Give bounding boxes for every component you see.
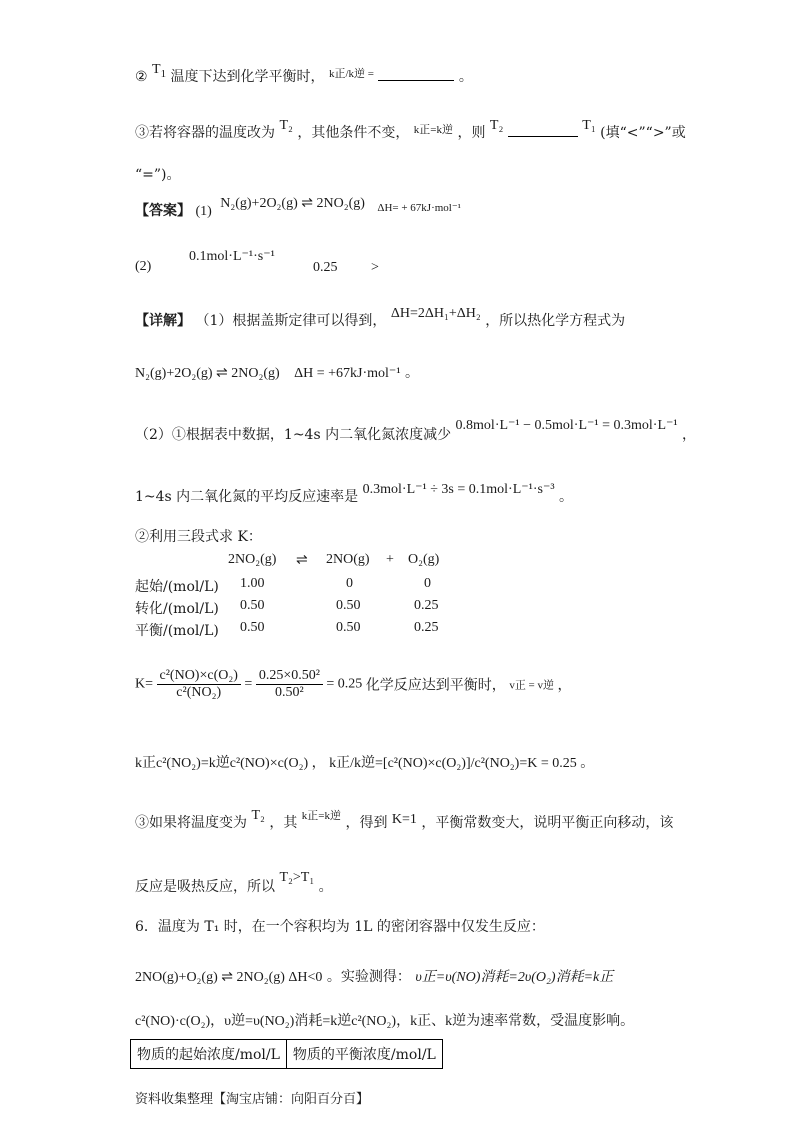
answer-equation: N₂(g)+2O₂(g) ⇌ 2NO₂(g) [220, 196, 365, 211]
row-equilibrium-label: 平衡/(mol/L) [135, 623, 219, 639]
thermo-equation: N₂(g)+2O₂(g) ⇌ 2NO₂(g) [135, 366, 280, 381]
answer-enthalpy: ΔH= + 67kJ·mol⁻¹ [377, 202, 461, 214]
answer-blank-2[interactable] [508, 136, 578, 137]
comma-keq: ， [311, 756, 326, 771]
q6-reaction: 2NO(g)+O₂(g) ⇌ 2NO₂(g) ΔH<0 [135, 970, 323, 985]
detail-line6a: ③如果将温度变为 [135, 815, 247, 831]
answer-rate: 0.1mol·L⁻¹·s⁻¹ [189, 249, 275, 264]
row-initial-a: 1.00 [240, 576, 265, 591]
k-fraction-1 [157, 668, 241, 701]
header-o2: O₂(g) [408, 552, 440, 567]
detail-line-1 [135, 306, 626, 330]
row-change-a: 0.50 [240, 598, 265, 613]
answer-line-1 [135, 196, 461, 220]
period: 。 [458, 69, 473, 85]
hess-equation: ΔH=2ΔH₁+ΔH₂ [390, 306, 481, 321]
q3-part3-mid: ，其他条件不变， [297, 125, 410, 141]
t1-letter: T [152, 62, 161, 77]
detail-label: 【详解】 [135, 313, 191, 329]
k-lhs: K= [135, 676, 154, 692]
k-relation-a: k正c²(NO₂)=k逆c²(NO)×c(O₂) [135, 756, 309, 771]
row-change-b: 0.50 [336, 598, 361, 613]
q6-table-col1: 物质的起始浓度/mol/L [131, 1040, 287, 1069]
k-equal: k正=k逆 [413, 124, 454, 136]
q3-part2-text: 温度下达到化学平衡时， [170, 69, 325, 85]
detail-line-6 [135, 808, 674, 832]
equals-1: = [244, 676, 253, 692]
k-denominator-1: c²(NO₂) [176, 685, 222, 700]
k-numerator-1: c²(NO)×c(O₂) [157, 668, 241, 685]
row-initial-c: 0 [424, 576, 431, 591]
answer-p2: (2) [135, 259, 152, 274]
k-equal-b: k正=k逆 [301, 810, 342, 822]
row-change-label: 转化/(mol/L) [135, 601, 219, 617]
fill-instruction: (填“<”“>”或 [600, 125, 686, 141]
detail-line3a: （2）①根据表中数据，1~4s 内二氧化氮浓度减少 [135, 427, 452, 443]
row-initial-b: 0 [346, 576, 353, 591]
t1-sub: 1 [160, 67, 167, 80]
period-2: 。 [404, 365, 419, 381]
thermo-enthalpy: ΔH = +67kJ·mol⁻¹ [294, 366, 401, 381]
period-7: 。 [318, 879, 333, 895]
k-relation-b: k正/k逆=[c²(NO)×c(O₂)]/c²(NO₂)=K = 0.25 [329, 756, 577, 771]
k-numerator-2: 0.25×0.50² [256, 668, 323, 685]
header-no2: 2NO₂(g) [228, 552, 277, 567]
k-fraction-2 [256, 668, 323, 701]
header-plus: + [386, 552, 394, 567]
period-4: 。 [558, 489, 573, 505]
k-value: = 0.25 [326, 676, 363, 692]
q3-part3-prefix: ③若将容器的温度改为 [135, 125, 275, 141]
answer-blank-1[interactable] [378, 80, 454, 81]
detail-line1b: ，所以热化学方程式为 [485, 313, 626, 329]
detail-line-7 [135, 870, 333, 896]
q3-part3-line [135, 118, 686, 142]
t2-symbol-c: T₂ [251, 808, 265, 823]
k-relation-line [135, 752, 594, 772]
conc-decrease-eq: 0.8mol·L⁻¹ − 0.5mol·L⁻¹ = 0.3mol·L⁻¹ [455, 418, 678, 433]
k-denominator-2: 0.50² [275, 685, 304, 700]
q6-table-col2: 物质的平衡浓度/mol/L [286, 1040, 442, 1069]
detail-line6c: ，得到 [345, 815, 388, 831]
answer-line-2 [135, 249, 379, 275]
period-keq: 。 [580, 756, 595, 771]
k-text: 化学反应达到平衡时， [365, 677, 506, 694]
detail-line7a: 反应是吸热反应，所以 [135, 879, 275, 895]
q6-line2b: 。实验测得： [326, 969, 411, 985]
answer-p1: (1) [195, 204, 212, 219]
comma-k: ， [557, 677, 572, 694]
row-equilibrium-a: 0.50 [240, 620, 265, 635]
answer-label: 【答案】 [135, 203, 191, 219]
t2-symbol: T₂ [279, 118, 293, 133]
row-change-c: 0.25 [414, 598, 439, 613]
rate-eq: 0.3mol·L⁻¹ ÷ 3s = 0.1mol·L⁻¹·s⁻³ [362, 482, 555, 497]
q6-line3: c²(NO)·c(O₂)，υ逆=υ(NO₂)消耗=k逆c²(NO₂)，k正、k逆为速率常数，受温度影响。 [135, 1014, 635, 1029]
k-ratio: k正/k逆 = [328, 68, 374, 80]
detail-line6b: ，其 [269, 815, 298, 831]
q6-table [130, 1039, 443, 1069]
detail-line1a: （1）根据盖斯定律可以得到， [195, 313, 387, 329]
three-step-title: ②利用三段式求 K： [135, 529, 262, 545]
circle-2: ② [135, 69, 148, 85]
detail-line-3 [135, 418, 697, 444]
t-compare: T₂>T₁ [279, 870, 315, 885]
q6-forward-rate: υ正=υ(NO)消耗=2υ(O₂)消耗=k正 [415, 970, 614, 985]
footer-note: 资料收集整理【淘宝店铺：向阳百分百】 [135, 1092, 370, 1107]
header-no: 2NO(g) [326, 552, 370, 567]
answer-k: 0.25 [313, 260, 338, 275]
rate-equal: v正 = v逆 [509, 679, 555, 692]
detail-line6d: ，平衡常数变大，说明平衡正向移动，该 [421, 815, 674, 831]
t1-symbol-b: T₁ [582, 118, 596, 133]
t2-symbol-b: T₂ [489, 118, 504, 133]
row-equilibrium-b: 0.50 [336, 620, 361, 635]
k-expression [135, 668, 572, 701]
detail-line4a: 1~4s 内二氧化氮的平均反应速率是 [135, 489, 359, 505]
comma-3: ， [682, 427, 697, 443]
detail-line-4 [135, 482, 573, 506]
t1-symbol [152, 62, 167, 80]
q6-line1: 6．温度为 T₁ 时，在一个容积均为 1L 的密闭容器中仅发生反应： [135, 919, 545, 935]
header-equilibrium-arrow: ⇌ [296, 553, 308, 568]
answer-compare: > [371, 260, 379, 275]
q3-part2-line [135, 62, 473, 88]
detail-line-2 [135, 362, 419, 382]
fill-instruction-cont: “=”)。 [135, 167, 181, 183]
k-equals-1: K=1 [391, 812, 417, 827]
then-text: ，则 [457, 125, 486, 141]
q6-line2 [135, 966, 613, 986]
row-equilibrium-c: 0.25 [414, 620, 439, 635]
row-initial-label: 起始/(mol/L) [135, 579, 219, 595]
